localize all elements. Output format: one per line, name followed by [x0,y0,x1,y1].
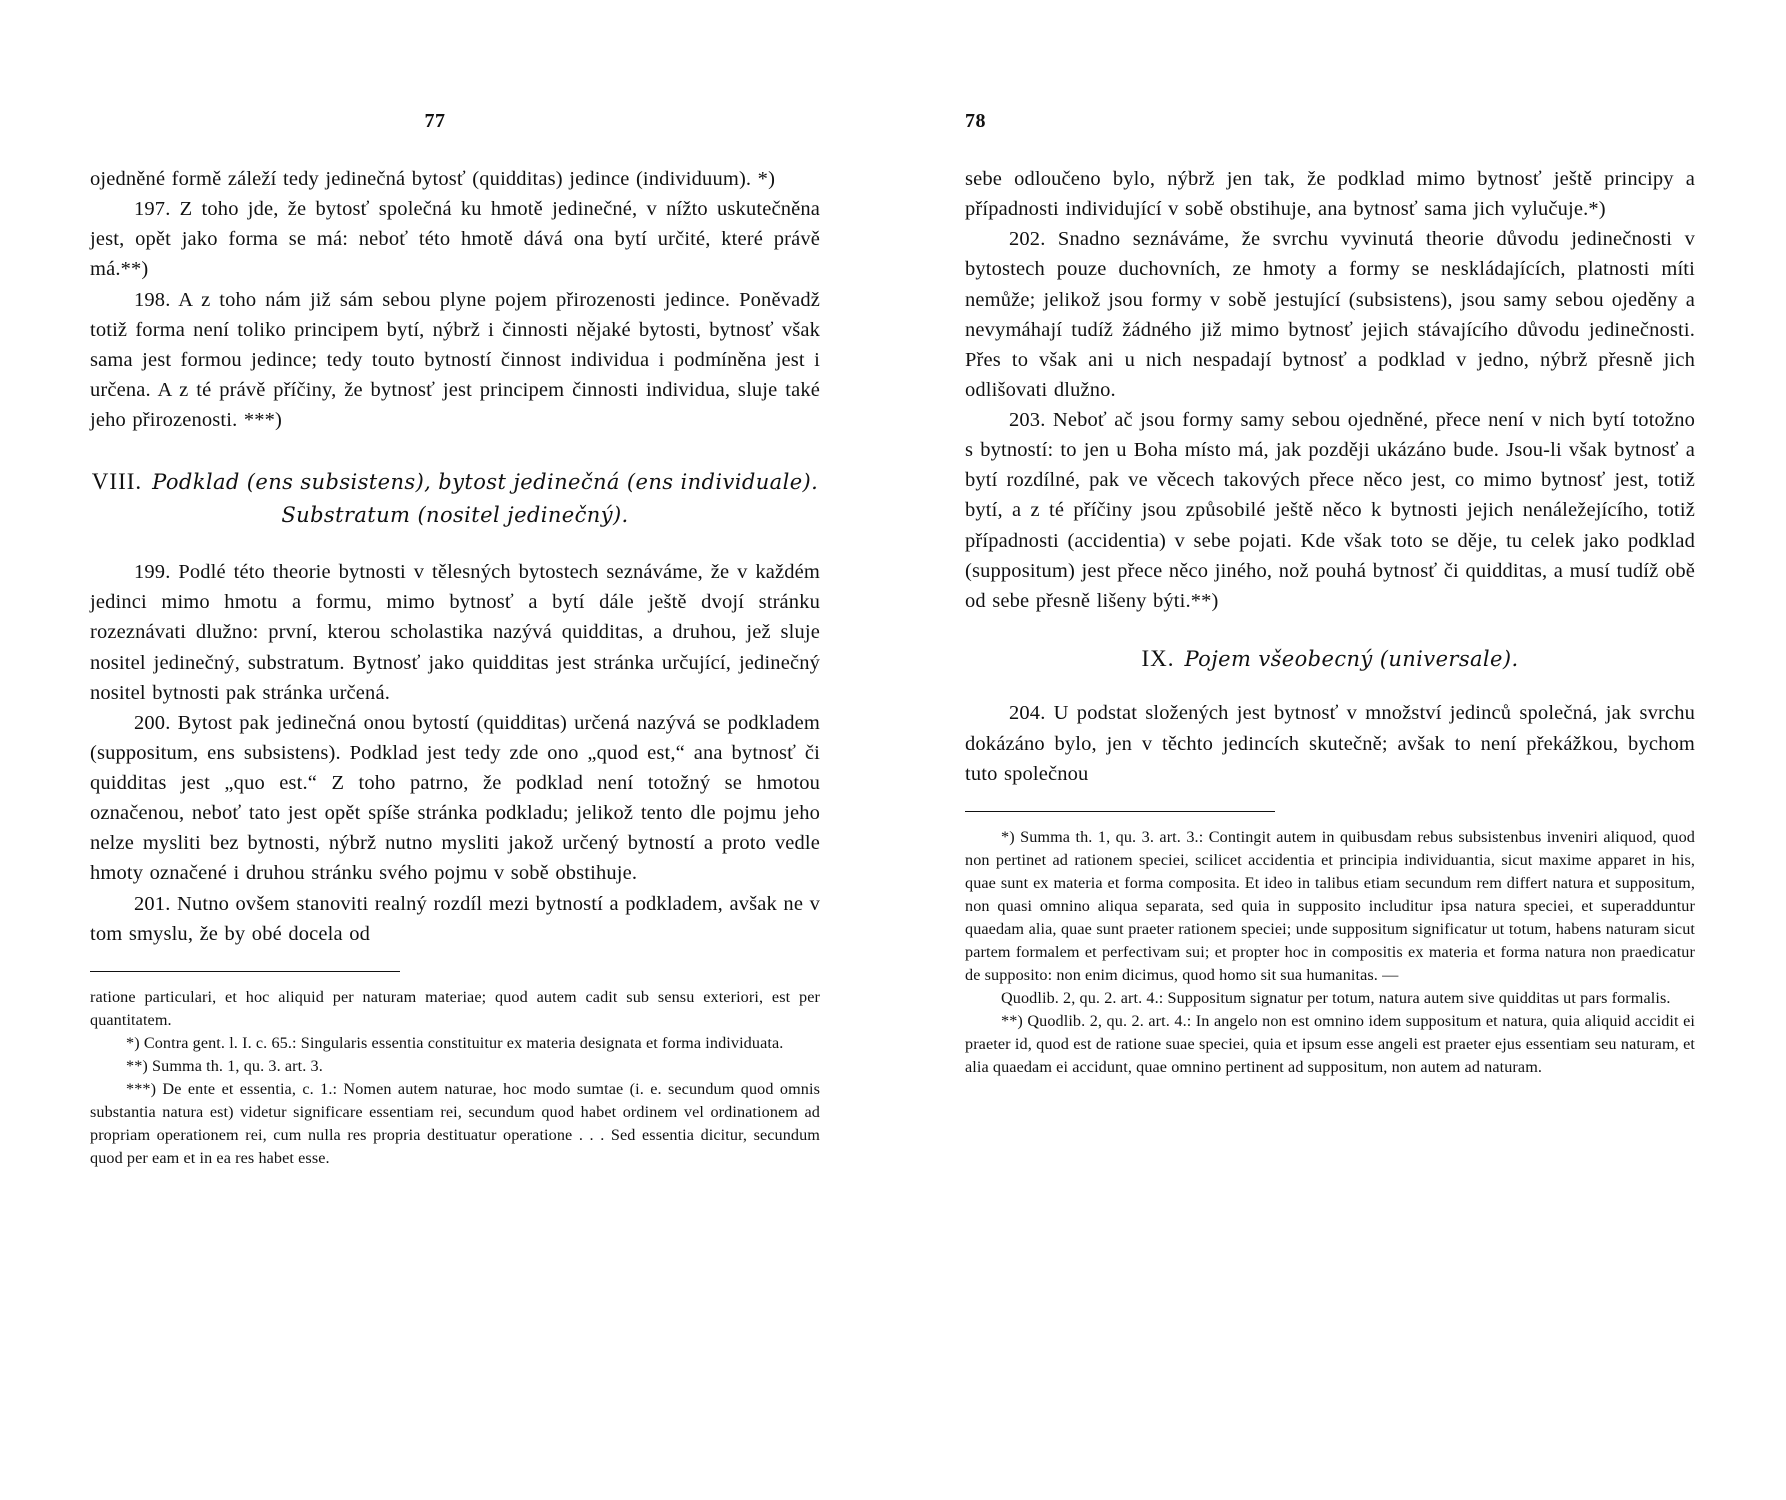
paragraph: 199. Podlé této theorie bytnosti v tělesných bytostech seznáváme, že v každém jedinci mimo hmotu a formu, mimo bytnosť a bytí dále ještě dvojí stránku rozeznávati dlužno: první, kterou scholastika nazývá quidditas, a druhou, jež sluje nositel jedinečný, substratum. Bytnosť jako quidditas jest stránka určující, jedinečný nositel bytnosti pak stránka určená. [90,561,820,704]
paragraph: 201. Nutno ovšem stanoviti realný rozdíl mezi bytností a podkladem, avšak ne v tom smyslu, že by obé docela od [90,892,820,945]
paragraph: 200. Bytost pak jedinečná onou bytostí (quidditas) určená nazývá se podkladem (suppositum, ens subsistens). Podklad jest tedy zde ono „quod est,“ ana bytnosť či quidditas jest „quo est.“ Z toho patrno, že podklad není totožný se hmotou označenou, neboť tato jest opět spíše stránka podkladu; jelikož tento dle pojmu jeho nelze mysliti bez bytnosti, nýbrž nutno mysliti jakož určený bytností a proto vedle hmoty označené i druhou stránku svého pojmu v sobě obstihuje. [90,711,820,885]
footnote: Quodlib. 2, qu. 2. art. 4.: Suppositum signatur per totum, natura autem sive quidditas ut pars formalis. [1001,988,1671,1007]
footnote: **) Summa th. 1, qu. 3. art. 3. [126,1056,323,1075]
footnote: ratione particulari, et hoc aliquid per naturam materiae; quod autem cadit sub sensu exteriori, est per quantitatem. [90,987,820,1029]
page-number-right: 78 [965,110,986,132]
section-heading-ix [965,642,1695,677]
footnote: *) Summa th. 1, qu. 3. art. 3.: Contingit autem in quibusdam rebus subsistenbus inveniri aliquod, quod non pertinet ad rationem speciei, scilicet accidentia et principia individuantia, sicut maxime apparet in his, quae sunt ex materia et forma composita. Et ideo in talibus etiam secundum rem differt natura et suppositum, non quasi omnino aliqua separata, sed quia in supposito includitur ipsa natura speciei, et superadduntur quaedam alia, quae sunt praeter rationem speciei; unde suppositum significatur ut totum, habens naturam sicut partem formalem et perfectivam sui; et propter hoc in compositis ex materia et forma natura non praedicatur de supposito: non enim dicimus, quod homo sit sua humanitas. — [965,827,1695,984]
paragraph: 202. Snadno seznáváme, že svrchu vyvinutá theorie důvodu jedinečnosti v bytostech pouze duchovních, ze hmoty a formy se neskládajících, platnosti míti nemůže; jelikož jsou formy v sobě jestující (subsistens), jsou samy sebou ojeděny a nevymáhají tudíž žádného již mimo bytnosť jejich stávajícího důvodu jedinečnosti. Přes to však ani u nich nespadají bytnosť a podklad v jedno, nýbrž přesně jich odlišovati dlužno. [965,228,1695,401]
footnotes-right [965,826,1695,1079]
page-column-left [90,110,820,1170]
footnote-divider [965,811,1275,812]
page-number-left: 77 [424,110,446,132]
section-title: Pojem všeobecný (universale). [1184,646,1519,671]
footnote: ***) De ente et essentia, c. 1.: Nomen autem naturae, hoc modo sumtae (i. e. secundum quod omnis substantia natura est) videtur significare essentiam rei, secundum quod habet ordinem vel ordinationem ad propriam operationem rei, cum nulla res propria destituatur operatione . . . Sed essentia dicitur, secundum quod per eam et in ea res habet esse. [90,1079,820,1167]
paragraph: 204. U podstat složených jest bytnosť v množství jedinců společná, jak svrchu dokázáno bylo, jen v těchto jedincích skutečně; avšak to není překážkou, bychom tuto společnou [965,702,1695,785]
section-title: Podklad (ens subsistens), bytost jedinečná (ens individuale). Substratum (nositel jedinečný). [152,470,819,527]
footnote: **) Quodlib. 2, qu. 2. art. 4.: In angelo non est omnino idem suppositum et natura, quia aliquid accidit ei praeter id, quod est de ratione suae speciei, quia et ipsum esse angeli est praeter ejus essentiam seu naturam, et alia quaedam ei accidunt, quae omnino pertinent ad suppositum, non autem ad naturam. [965,1011,1695,1076]
paragraph: 203. Neboť ač jsou formy samy sebou ojedněné, přece není v nich bytí totožno s bytností: to jen u Boha místo má, jak později ukázáno bude. Jsou-li však bytnosť a bytí rozdílné, pak ve věcech takových přece něco jest, co mimo bytnosť jest, totiž bytí, a z té příčiny jsou způsobilé ještě něco k bytnosti jejich nenáležejícího, totiž případnosti (accidentia) v sebe pojati. Kde však toto se děje, tu celek jako podklad (suppositum) jest přece něco jiného, nož pouhá bytnosť či quidditas, a musí tudíž obě od sebe přesně lišeny býti.**) [965,409,1695,612]
footnote-divider [90,971,400,972]
paragraph: 198. A z toho nám již sám sebou plyne pojem přirozenosti jedince. Poněvadž totiž forma není toliko principem bytí, nýbrž i činnosti nějaké bytosti, bytnosť však sama jest formou jedince; tedy touto bytností činnost individua i podmíněna jest i určena. A z té právě příčiny, že bytnosť jest principem činnosti individua, sluje také jeho přirozenosti. ***) [90,288,820,431]
body-text-left [90,164,820,435]
section-number: IX. [1141,645,1175,671]
paragraph: ojedněné formě záleží tedy jedinečná bytosť (quidditas) jedince (individuum). *) [90,168,776,190]
body-text-right [965,164,1695,616]
paragraph: 197. Z toho jde, že bytosť společná ku hmotě jedinečné, v nížto uskutečněna jest, opět jako forma se má: neboť této hmotě dává ona bytí určité, které právě má.**) [90,198,820,281]
footnotes-left [90,986,820,1170]
body-text-left-2 [90,557,820,949]
section-number: VIII. [91,469,143,495]
footnote: *) Contra gent. l. I. c. 65.: Singularis essentia constituitur ex materia designata et forma individuata. [126,1033,784,1052]
body-text-right-2 [965,698,1695,788]
paragraph: sebe odloučeno bylo, nýbrž jen tak, že podklad mimo bytnosť ještě principy a případnosti individující v sobě obstihuje, ana bytnosť sama jich vylučuje.*) [965,168,1695,221]
page-column-right [965,110,1695,1079]
section-heading-viii [90,465,820,531]
